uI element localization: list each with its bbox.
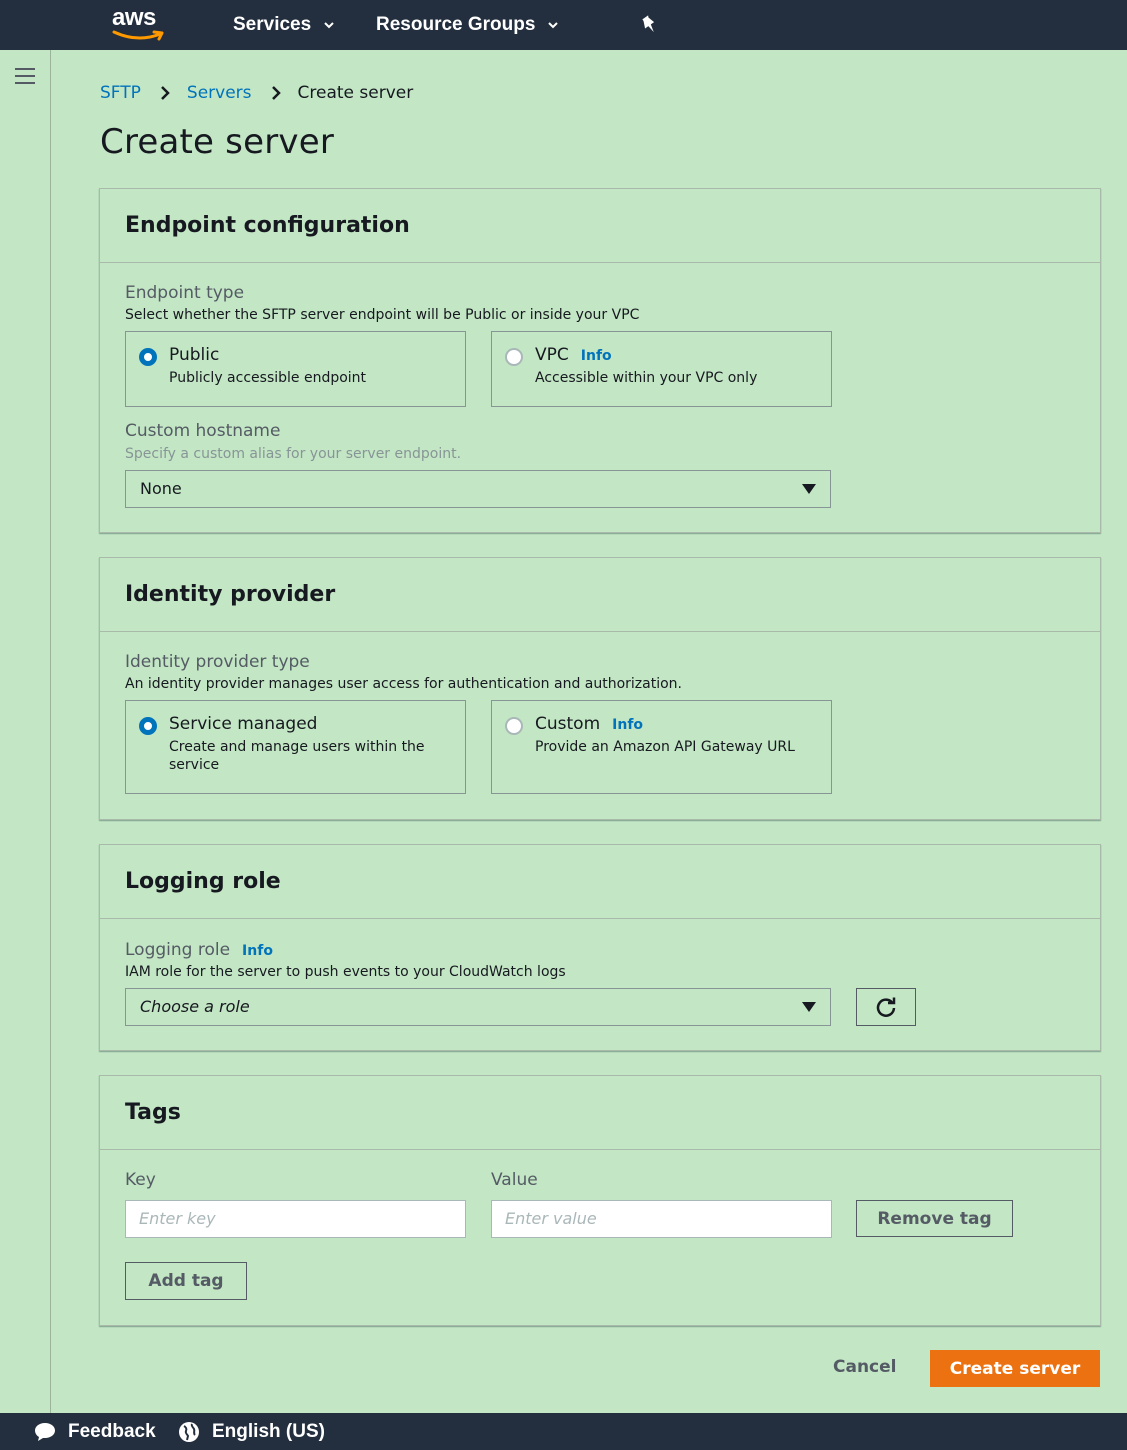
globe-icon [178, 1421, 200, 1443]
endpoint-type-label: Endpoint type [125, 283, 245, 303]
tile-description: Accessible within your VPC only [535, 370, 758, 386]
tile-title-text: Custom [535, 714, 601, 734]
tag-key-label: Key [125, 1170, 156, 1190]
vpc-radio[interactable] [505, 348, 523, 366]
input-placeholder: Enter key [139, 1209, 216, 1228]
language-label: English (US) [212, 1420, 325, 1442]
language-selector[interactable] [178, 1413, 325, 1450]
select-placeholder: Choose a role [140, 997, 250, 1016]
services-menu[interactable] [233, 0, 335, 50]
panel-heading: Endpoint configuration [125, 213, 410, 238]
aws-smile-icon [112, 30, 166, 42]
tile-description: Create and manage users within the service [169, 739, 425, 773]
panel-header [100, 189, 1100, 263]
breadcrumb [100, 81, 413, 105]
public-radio[interactable] [139, 348, 157, 366]
caret-down-icon [802, 484, 816, 494]
feedback-link[interactable] [34, 1413, 156, 1450]
refresh-icon [875, 996, 897, 1018]
panel-heading: Tags [125, 1100, 181, 1125]
endpoint-public-tile[interactable] [125, 331, 466, 407]
tile-description: Publicly accessible endpoint [169, 370, 367, 386]
tile-description: Provide an Amazon API Gateway URL [535, 739, 795, 755]
input-placeholder: Enter value [505, 1209, 597, 1228]
tile-title: Service managed [169, 714, 318, 734]
endpoint-configuration-panel [99, 188, 1101, 533]
aws-logo[interactable]: aws [112, 4, 170, 44]
panel-heading: Logging role [125, 869, 281, 894]
page-title: Create server [100, 122, 335, 162]
panel-header [100, 845, 1100, 919]
service-managed-radio[interactable] [139, 717, 157, 735]
chevron-down-icon [323, 19, 335, 31]
pin-icon[interactable] [640, 14, 660, 36]
services-label: Services [233, 14, 312, 35]
chevron-right-icon [159, 85, 171, 101]
chevron-down-icon [547, 19, 559, 31]
feedback-icon [34, 1422, 56, 1442]
identity-provider-type-description: An identity provider manages user access for authentication and authorization. [125, 676, 683, 692]
endpoint-vpc-tile[interactable] [491, 331, 832, 407]
vpc-info-link[interactable]: Info [580, 348, 612, 364]
create-server-button[interactable]: Create server [930, 1350, 1100, 1387]
panel-header [100, 1076, 1100, 1150]
identity-provider-panel [99, 557, 1101, 820]
breadcrumb-sftp[interactable]: SFTP [100, 83, 141, 103]
logging-role-select[interactable] [125, 988, 831, 1026]
caret-down-icon [802, 1002, 816, 1012]
cancel-button[interactable]: Cancel [833, 1357, 897, 1377]
top-navigation [0, 0, 1127, 50]
select-value: None [140, 479, 182, 498]
tile-title: Public [169, 345, 220, 365]
add-tag-button[interactable]: Add tag [125, 1262, 247, 1300]
custom-hostname-select[interactable] [125, 470, 831, 508]
tag-value-input[interactable] [491, 1200, 832, 1238]
custom-hostname-label: Custom hostname [125, 421, 281, 441]
resource-groups-menu[interactable] [376, 0, 559, 50]
logging-role-label-text: Logging role [125, 940, 231, 960]
chevron-right-icon [270, 85, 282, 101]
custom-info-link[interactable]: Info [612, 717, 644, 733]
refresh-roles-button[interactable] [856, 988, 916, 1026]
tag-value-label: Value [491, 1170, 538, 1190]
tile-title-text: VPC [535, 345, 569, 365]
logging-role-label [125, 940, 273, 960]
custom-radio[interactable] [505, 717, 523, 735]
identity-provider-type-label: Identity provider type [125, 652, 310, 672]
console-footer [0, 1413, 1127, 1450]
panel-header [100, 558, 1100, 632]
resource-groups-label: Resource Groups [376, 14, 536, 35]
endpoint-type-description: Select whether the SFTP server endpoint will be Public or inside your VPC [125, 307, 640, 323]
identity-service-managed-tile[interactable] [125, 700, 466, 794]
breadcrumb-servers[interactable]: Servers [186, 83, 252, 103]
feedback-label: Feedback [68, 1420, 156, 1442]
logging-role-description: IAM role for the server to push events to your CloudWatch logs [125, 964, 566, 980]
logging-role-info-link[interactable]: Info [242, 943, 273, 959]
logging-role-panel [99, 844, 1101, 1051]
identity-custom-tile[interactable] [491, 700, 832, 794]
tile-title [535, 345, 612, 365]
menu-icon[interactable] [15, 68, 35, 84]
side-navigation-rail [0, 50, 51, 1413]
tags-panel [99, 1075, 1101, 1326]
tag-key-input[interactable] [125, 1200, 466, 1238]
custom-hostname-description: Specify a custom alias for your server endpoint. [125, 446, 462, 462]
tile-title [535, 714, 643, 734]
remove-tag-button[interactable]: Remove tag [856, 1200, 1013, 1237]
panel-heading: Identity provider [125, 582, 336, 607]
breadcrumb-current: Create server [297, 83, 414, 103]
